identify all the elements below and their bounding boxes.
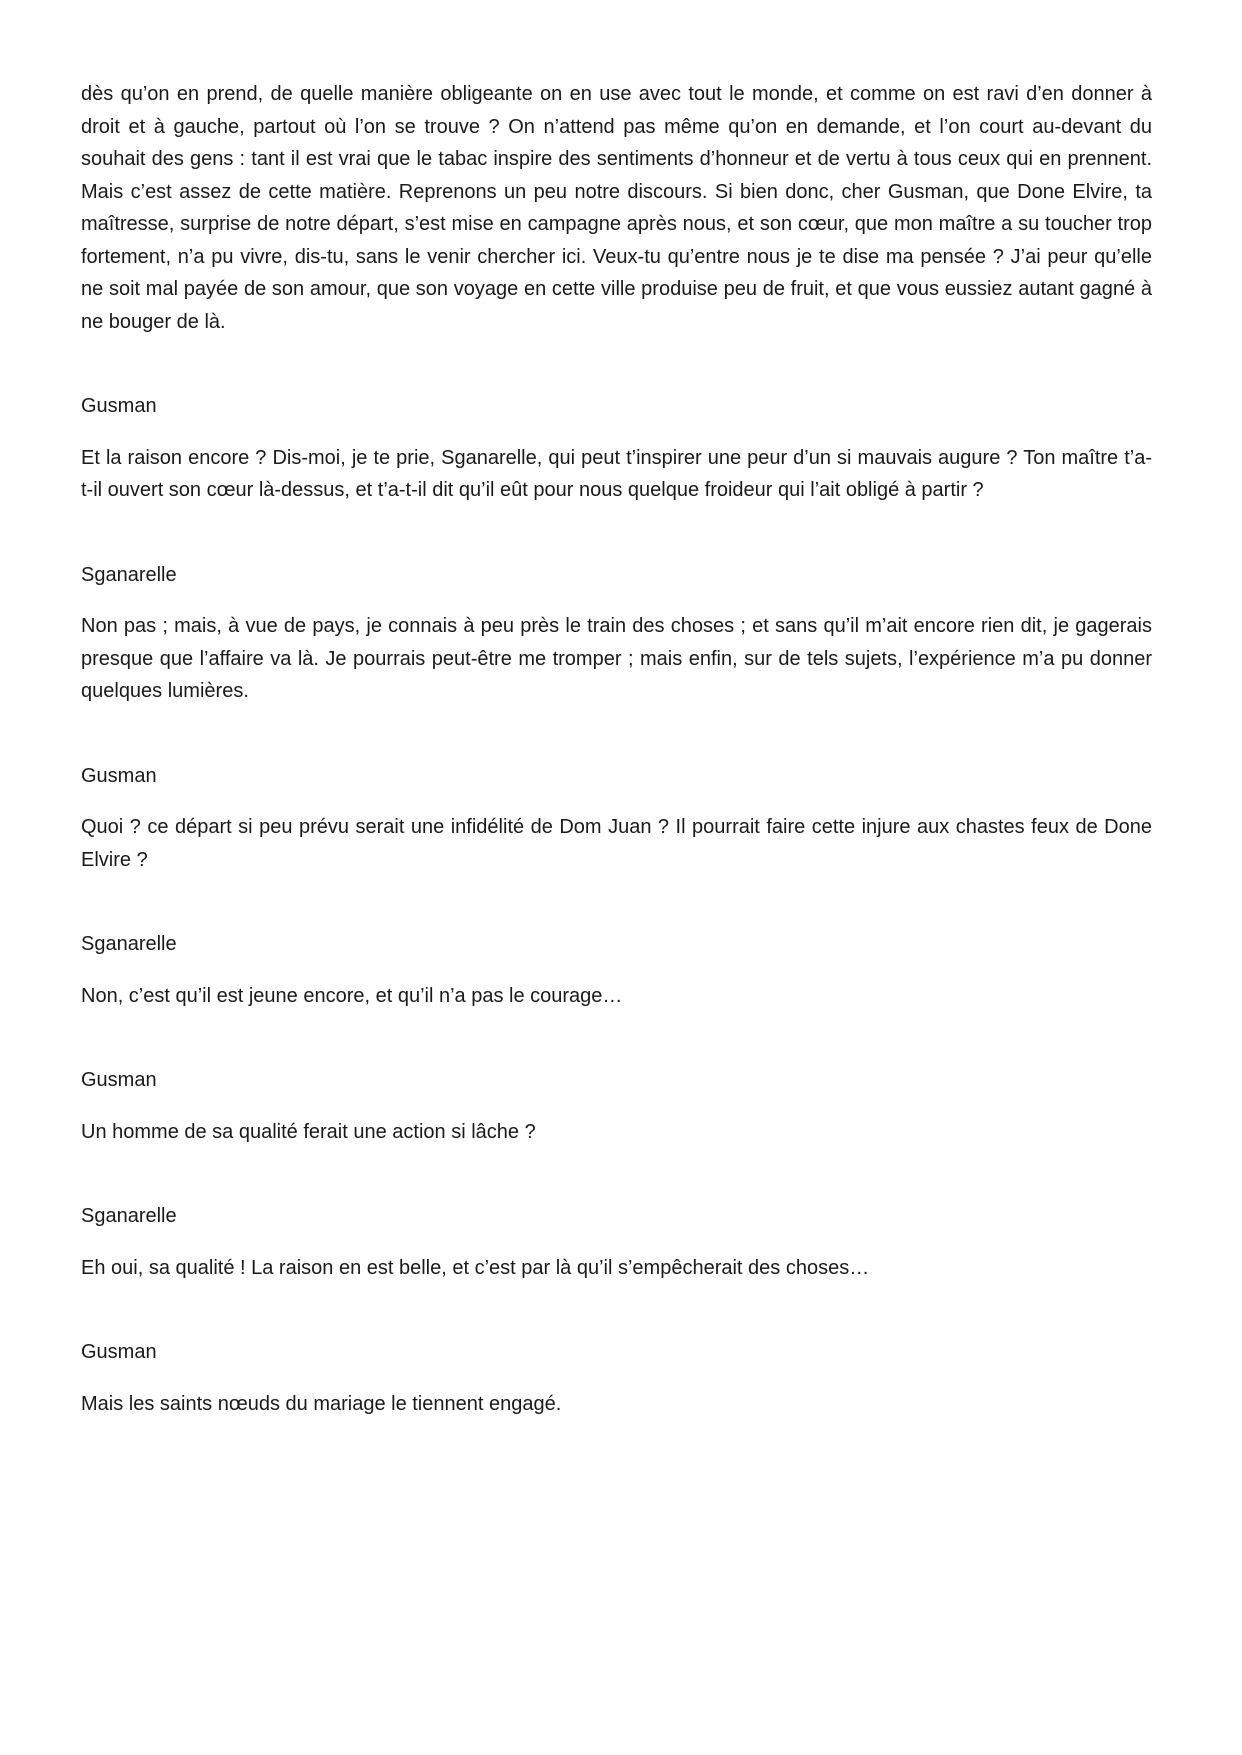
dialogue-turn	[81, 390, 1152, 507]
dialogue-line: Et la raison encore ? Dis-moi, je te prie, Sganarelle, qui peut t’inspirer une peur d’un si mauvais augure ? Ton maître t’a-t-il ouvert son cœur là-dessus, et t’a-t-il dit qu’il eût pour nous quelque froideur qui l’ait obligé à partir ?	[81, 446, 1152, 501]
dialogue-line: Quoi ? ce départ si peu prévu serait une infidélité de Dom Juan ? Il pourrait faire cette injure aux chastes feux de Done Elvire ?	[81, 816, 1152, 871]
section-spacer	[81, 1284, 1152, 1336]
speaker-spacer	[81, 1097, 1152, 1116]
section-spacer	[81, 708, 1152, 760]
speaker-spacer	[81, 1233, 1152, 1252]
dialogue-turn	[81, 1200, 1152, 1284]
dialogue-turn	[81, 1064, 1152, 1148]
dialogue-line: Non, c’est qu’il est jeune encore, et qu’il n’a pas le courage…	[81, 984, 623, 1007]
speaker-spacer	[81, 1369, 1152, 1388]
dialogue-line: Eh oui, sa qualité ! La raison en est belle, et c’est par là qu’il s’empêcherait des choses…	[81, 1256, 870, 1279]
speaker-name: Sganarelle	[81, 1205, 177, 1227]
speaker-name: Sganarelle	[81, 933, 177, 955]
dialogue-turn	[81, 559, 1152, 708]
speaker-spacer	[81, 423, 1152, 442]
opening-paragraph: dès qu’on en prend, de quelle manière obligeante on en use avec tout le monde, et comme on est ravi d’en donner à droit et à gauche, partout où l’on se trouve ? On n’attend pas même qu’on en demande, et l’on court au-devant du souhait des gens : tant il est vrai que le tabac inspire des sentiments d’honneur et de vertu à tous ceux qui en prennent. Mais c’est assez de cette matière. Reprenons un peu notre discours. Si bien donc, cher Gusman, que Done Elvire, ta maîtresse, surprise de notre départ, s’est mise en campagne après nous, et son cœur, que mon maître a su toucher trop fortement, n’a pu vivre, dis-tu, sans le venir chercher ici. Veux-tu qu’entre nous je te dise ma pensée ? J’ai peur qu’elle ne soit mal payée de son amour, que son voyage en cette ville produise peu de fruit, et que vous eussiez autant gagné à ne bouger de là.	[81, 83, 1152, 333]
section-spacer	[81, 876, 1152, 928]
speaker-spacer	[81, 961, 1152, 980]
speaker-spacer	[81, 591, 1152, 610]
dialogue-turn	[81, 928, 1152, 1012]
speaker-spacer	[81, 792, 1152, 811]
section-spacer	[81, 1012, 1152, 1064]
dialogue-turn	[81, 1336, 1152, 1420]
speaker-name: Gusman	[81, 1069, 157, 1091]
speaker-name: Gusman	[81, 1341, 157, 1363]
dialogue-line: Mais les saints nœuds du mariage le tiennent engagé.	[81, 1392, 562, 1415]
dialogue-line: Non pas ; mais, à vue de pays, je connais à peu près le train des choses ; et sans qu’il m’ait encore rien dit, je gagerais presque que l’affaire va là. Je pourrais peut-être me tromper ; mais enfin, sur de tels sujets, l’expérience m’a pu donner quelques lumières.	[81, 615, 1152, 702]
section-spacer	[81, 1148, 1152, 1200]
speaker-name: Sganarelle	[81, 563, 177, 586]
document-page	[81, 78, 1152, 1420]
speaker-name: Gusman	[81, 764, 157, 787]
speaker-name: Gusman	[81, 395, 157, 417]
dialogue-turn	[81, 760, 1152, 877]
dialogue-line: Un homme de sa qualité ferait une action si lâche ?	[81, 1120, 536, 1143]
section-spacer	[81, 338, 1152, 390]
section-spacer	[81, 507, 1152, 559]
